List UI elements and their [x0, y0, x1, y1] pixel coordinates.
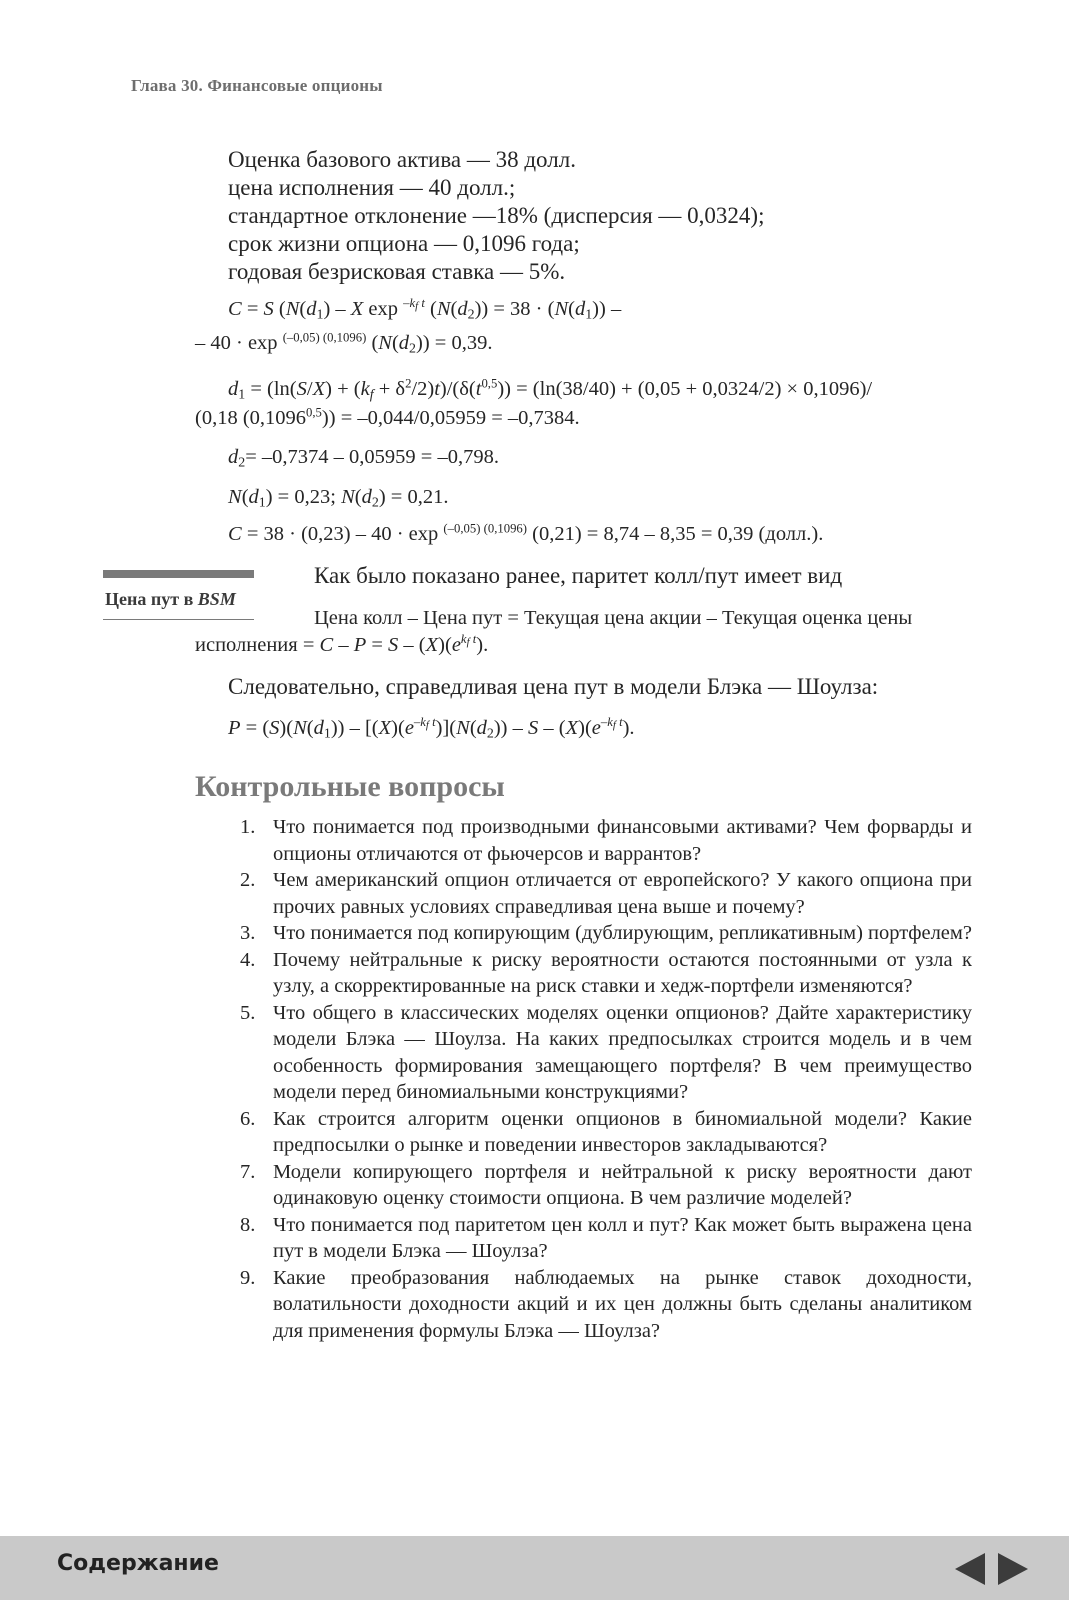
d1-formula-line2: (0,18 $(0,1096^{0,5})) = -0,044/0,05959 = -0,7384$.: [195, 405, 580, 429]
question-number: 9.: [240, 1266, 256, 1289]
footer-nav-bar: [0, 1536, 1069, 1600]
list-item: [240, 1106, 972, 1159]
question-number: 7.: [240, 1160, 256, 1183]
list-item: [240, 1265, 972, 1345]
question-number: 5.: [240, 1001, 256, 1024]
question-text: Что понимается под копирующим (дублирующим, репликативным) портфелем?: [273, 922, 972, 944]
list-item: [240, 920, 972, 947]
param-line: стандартное отклонение —18% (дисперсия — 0,0324);: [228, 203, 765, 228]
option-parameters: [228, 146, 764, 286]
contents-link[interactable]: Содержание: [57, 1551, 219, 1576]
put-conclusion: Следовательно, справедливая цена пут в модели Блэка — Шоулза:: [228, 674, 879, 699]
question-text: Как строится алгоритм оценки опционов в биномиальной модели? Какие предпосылки о рынке и поведении инвесторов закладываются?: [273, 1107, 972, 1156]
triangle-right-icon[interactable]: [998, 1553, 1028, 1585]
question-text: Модели копирующего портфеля и нейтральной к риску вероятности дают одинаковую оценку стоимости опциона. В чем различие моделей?: [273, 1160, 972, 1209]
question-text: Какие преобразования наблюдаемых на рынке ставок доходности, волатильности доходности акций и их цен должны быть сделаны аналитиком для применения формулы Блэка — Шоулза?: [273, 1266, 972, 1342]
triangle-left-icon[interactable]: [955, 1553, 985, 1585]
list-item: [240, 1000, 972, 1106]
question-number: 2.: [240, 869, 256, 891]
parity-line1: Цена колл – Цена пут = Текущая цена акции – Текущая оценка цены: [314, 607, 913, 629]
d1-formula-line1: $d_1 = (\ln(S/X) + (k_f + \delta^2/2)t)/(\delta(t^{0,5})) = (\ln(38/40) + (0,05 + 0,0324/2) \times 0,1096)/$: [228, 376, 873, 403]
question-text: Что общего в классических моделях оценки опционов? Дайте характеристику модели Блэка — Шоулза. На каких предпосылках строится модель и в чем особенность формирования замещающего портфеля? В чем преимущество модели перед биномиальными конструкциями?: [273, 1001, 972, 1103]
param-line: цена исполнения — 40 долл.;: [228, 175, 516, 200]
question-text: Чем американский опцион отличается от европейского? У какого опциона при прочих равных условиях справедливая цена выше и почему?: [273, 869, 972, 918]
call-result: C = 38 · (0,23) – 40 · exp $^{(-0,05) (0,1096)}$ (0,21) = 8,74 – 8,35 = 0,39 (долл.).: [228, 521, 824, 545]
put-formula: $P = (S)(N(d_1)) - [(X)(e^{-k_f t})](N(d_2)) - S - (X)(e^{-k_f t})$.: [228, 715, 635, 742]
question-text: Что понимается под производными финансовыми активами? Чем форварды и опционы отличаются от фьючерсов и варрантов?: [273, 816, 972, 865]
questions-list: [240, 814, 972, 1344]
param-line: Оценка базового актива — 38 долл.: [228, 147, 576, 172]
d2-formula: $d_2= -0,7374 - 0,05959 = -0,798$.: [228, 446, 499, 471]
list-item: [240, 947, 972, 1000]
question-number: 3.: [240, 922, 256, 944]
parity-intro: Как было показано ранее, паритет колл/пут имеет вид: [314, 563, 843, 588]
question-number: 1.: [240, 816, 256, 838]
question-text: Почему нейтральные к риску вероятности остаются постоянными от узла к узлу, а скорректированные на риск ставки и хедж-портфели изменяются?: [273, 948, 972, 997]
list-item: [240, 867, 972, 920]
question-text: Что понимается под паритетом цен колл и пут? Как может быть выражена цена пут в модели Блэка — Шоулза?: [273, 1213, 972, 1262]
list-item: [240, 1212, 972, 1265]
normal-values: $N(d_1) = 0,23$; $N(d_2) = 0,21$.: [228, 486, 449, 511]
param-line: годовая безрисковая ставка — 5%.: [228, 259, 566, 284]
list-item: [240, 1159, 972, 1212]
sidebar-rule-bottom: [103, 619, 254, 620]
call-formula-line1: C = S ($N(d_1)$ – X exp $^{-k_f t}$ $(N(d_2)) = 38 \cdot (N(d_1))$ –: [228, 296, 622, 323]
call-formula-line2: – 40 · exp $^{(-0,05) (0,1096)}$ $(N(d_2)) = 0,39$.: [195, 330, 493, 357]
parity-line2: исполнения = $C - P = S - (X)(e^{k_f t})$.: [195, 632, 489, 656]
sidebar-rule-top: [103, 570, 254, 578]
question-number: 8.: [240, 1213, 256, 1236]
chapter-header: Глава 30. Финансовые опционы: [131, 76, 383, 95]
sidebar-label-em: BSM: [197, 589, 236, 609]
sidebar-label: Цена пут в BSM: [105, 589, 236, 609]
question-number: 6.: [240, 1107, 256, 1130]
list-item: [240, 814, 972, 867]
question-number: 4.: [240, 948, 256, 971]
param-line: срок жизни опциона — 0,1096 года;: [228, 231, 580, 256]
section-title: Контрольные вопросы: [195, 770, 505, 803]
